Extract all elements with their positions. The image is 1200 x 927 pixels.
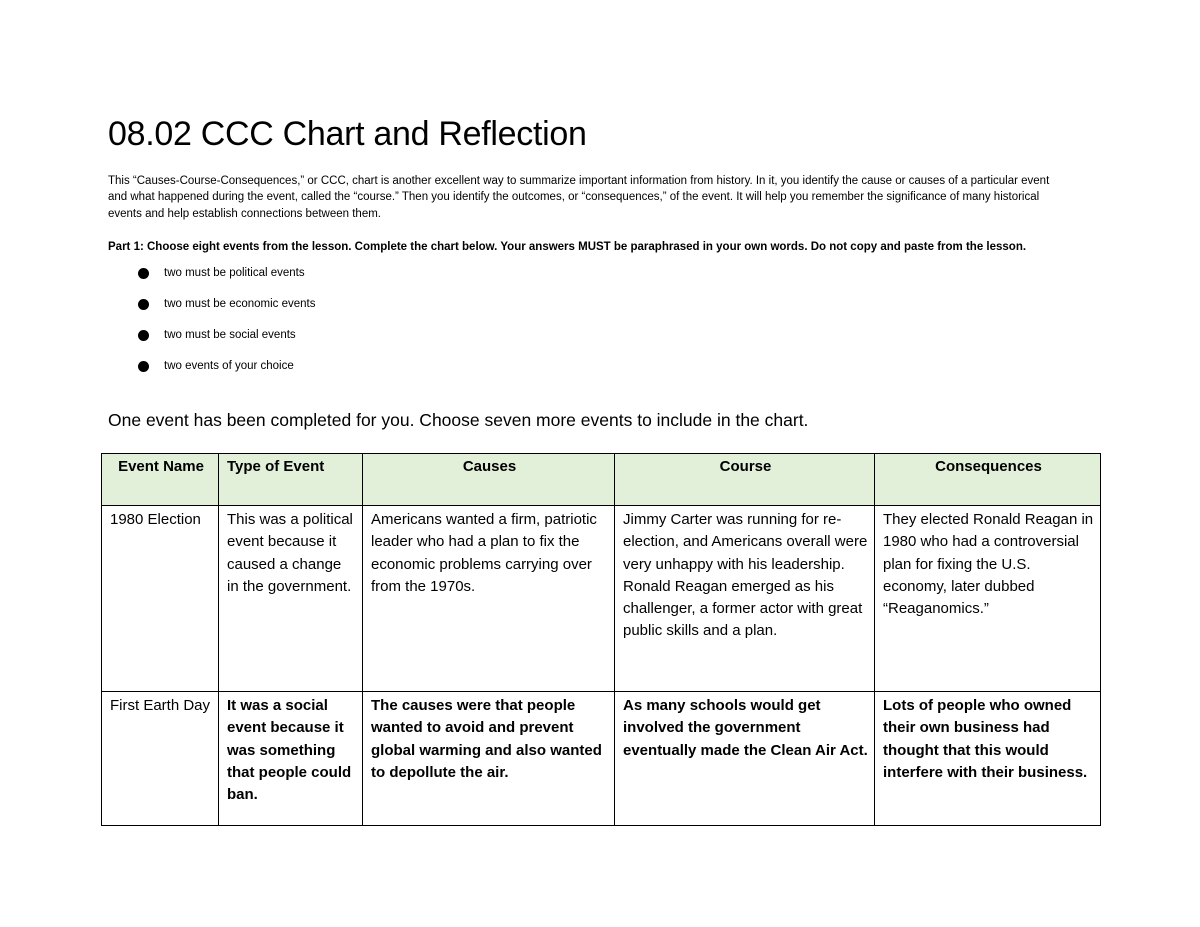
bullet-icon <box>138 299 149 310</box>
cell-consequences[interactable]: They elected Ronald Reagan in 1980 who had a controversial plan for fixing the U.S. economy, later dubbed “Reaganomics.” <box>875 506 1101 692</box>
cell-type-of-event[interactable]: This was a political event because it caused a change in the government. <box>219 506 363 692</box>
cell-causes[interactable]: Americans wanted a firm, patriotic leader who had a plan to fix the economic problems carrying over from the 1970s. <box>363 506 615 692</box>
list-item-text: two must be political events <box>164 267 305 279</box>
list-item-text: two events of your choice <box>164 360 294 372</box>
header-course: Course <box>615 454 875 506</box>
list-item-text: two must be social events <box>164 329 296 341</box>
cell-event-name[interactable]: First Earth Day <box>102 692 219 826</box>
table-row <box>102 692 1101 826</box>
header-type-of-event: Type of Event <box>219 454 363 506</box>
cell-type-of-event[interactable]: It was a social event because it was something that people could ban. <box>219 692 363 826</box>
header-causes: Causes <box>363 454 615 506</box>
page-title: 08.02 CCC Chart and Reflection <box>108 115 587 153</box>
intro-paragraph: This “Causes-Course-Consequences,” or CCC, chart is another excellent way to summarize important information from history. In it, you identify the cause or causes of a particular event and what happened during the event, called the “course.” Then you identify the outcomes, or “consequences,” of the event. It will help you remember the significance of many historical events and help establish connections between them. <box>108 175 1050 220</box>
cell-causes[interactable]: The causes were that people wanted to avoid and prevent global warming and also wanted to depollute the air. <box>363 692 615 826</box>
bullet-icon <box>138 268 149 279</box>
part1-instructions: Part 1: Choose eight events from the lesson. Complete the chart below. Your answers MUST be paraphrased in your own words. Do not copy and paste from the lesson. <box>108 241 1027 253</box>
list-item <box>136 295 316 326</box>
cell-event-name[interactable]: 1980 Election <box>102 506 219 692</box>
table-row <box>102 506 1101 692</box>
header-event-name: Event Name <box>102 454 219 506</box>
table-header-row <box>102 454 1101 506</box>
ccc-chart-table <box>101 453 1101 826</box>
bullet-icon <box>138 361 149 372</box>
list-item <box>136 357 316 388</box>
cell-consequences[interactable]: Lots of people who owned their own business had thought that this would interfere with their business. <box>875 692 1101 826</box>
cell-course[interactable]: Jimmy Carter was running for re-election, and Americans overall were very unhappy with his leadership. Ronald Reagan emerged as his challenger, a former actor with great public skills and a plan. <box>615 506 875 692</box>
chart-instruction: One event has been completed for you. Choose seven more events to include in the chart. <box>108 410 809 430</box>
bullet-icon <box>138 330 149 341</box>
list-item-text: two must be economic events <box>164 298 316 310</box>
list-item <box>136 264 316 295</box>
header-consequences: Consequences <box>875 454 1101 506</box>
cell-course[interactable]: As many schools would get involved the government eventually made the Clean Air Act. <box>615 692 875 826</box>
requirements-list <box>136 264 316 388</box>
list-item <box>136 326 316 357</box>
